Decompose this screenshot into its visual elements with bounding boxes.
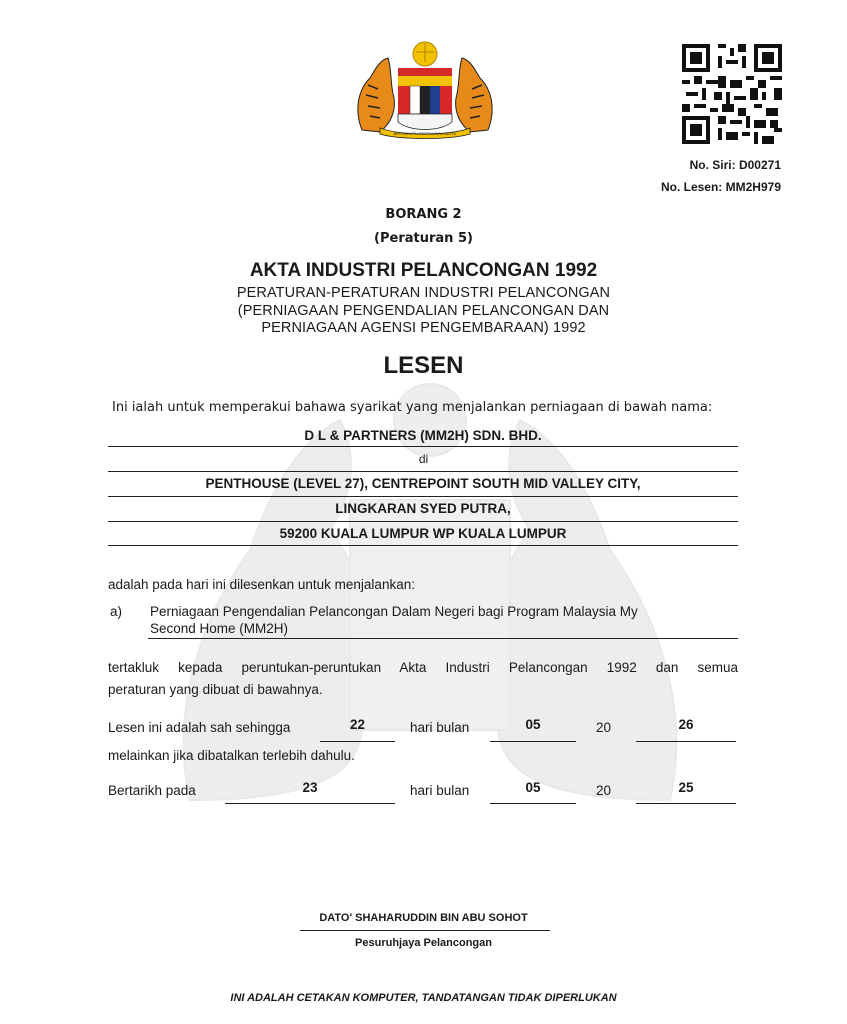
- divider: [108, 446, 738, 447]
- crest-motto: BERSEKUTU BERTAMBAH MUTU: [393, 131, 457, 136]
- day-month-label: hari bulan: [410, 720, 470, 735]
- malaysia-coat-of-arms-icon: [350, 40, 500, 140]
- year-prefix: 20: [596, 720, 612, 735]
- divider: [490, 803, 576, 804]
- computer-generated-note: INI ADALAH CETAKAN KOMPUTER, TANDATANGAN TIDAK DIPERLUKAN: [230, 992, 617, 1004]
- dated-label: Bertarikh pada: [108, 783, 196, 798]
- valid-month: 05: [525, 717, 541, 732]
- day-month-label: hari bulan: [410, 783, 470, 798]
- certification-intro: Ini ialah untuk memperakui bahawa syarikat yang menjalankan perniagaan di bawah nama:: [112, 400, 713, 415]
- address-line3: 59200 KUALA LUMPUR WP KUALA LUMPUR: [279, 526, 567, 541]
- licensed-activity-line2: Second Home (MM2H): [150, 621, 289, 636]
- at-label: di: [418, 452, 429, 466]
- valid-until-label: Lesen ini adalah sah sehingga: [108, 720, 291, 735]
- divider: [108, 521, 738, 522]
- valid-year: 26: [678, 717, 694, 732]
- signatory-title: Pesuruhjaya Pelancongan: [355, 937, 492, 949]
- regulation-title-line3: PERNIAGAAN AGENSI PENGEMBARAAN) 1992: [261, 320, 586, 336]
- address-line2: LINGKARAN SYED PUTRA,: [335, 501, 511, 516]
- subject-clause-line2: peraturan yang dibuat di bawahnya.: [108, 682, 323, 697]
- unless-cancelled-text: melainkan jika dibatalkan terlebih dahulu.: [108, 748, 355, 763]
- signatory-name: DATO' SHAHARUDDIN BIN ABU SOHOT: [319, 912, 528, 924]
- dated-month: 05: [525, 780, 541, 795]
- divider: [108, 545, 738, 546]
- address-line1: PENTHOUSE (LEVEL 27), CENTREPOINT SOUTH MID VALLEY CITY,: [205, 476, 641, 491]
- valid-day: 22: [349, 717, 366, 732]
- license-number-value: MM2H979: [725, 180, 781, 194]
- dated-year: 25: [678, 780, 694, 795]
- licensed-activity-line1: Perniagaan Pengendalian Pelancongan Dalam Negeri bagi Program Malaysia My: [150, 604, 638, 619]
- document-title: LESEN: [383, 352, 464, 379]
- item-marker: a): [110, 604, 123, 619]
- dated-day: 23: [302, 780, 318, 795]
- subject-clause-line1: tertakluk kepada peruntukan-peruntukan Akta Industri Pelancongan 1992 dan semua: [108, 660, 738, 675]
- divider: [636, 803, 736, 804]
- divider: [636, 741, 736, 742]
- regulation-title-line2: (PERNIAGAAN PENGENDALIAN PELANCONGAN DAN: [237, 303, 610, 319]
- regulation-reference: (Peraturan 5): [374, 231, 473, 246]
- year-prefix: 20: [596, 783, 612, 798]
- serial-number-value: D00271: [738, 158, 781, 172]
- serial-number-label: No. Siri:: [689, 158, 736, 172]
- form-number: BORANG 2: [385, 207, 462, 222]
- divider: [225, 803, 395, 804]
- license-number: [661, 180, 781, 194]
- divider: [108, 496, 738, 497]
- licensed-for-text: adalah pada hari ini dilesenkan untuk menjalankan:: [108, 577, 415, 592]
- divider: [148, 638, 738, 639]
- serial-number: [690, 158, 781, 172]
- divider: [108, 471, 738, 472]
- divider: [490, 741, 576, 742]
- act-title: AKTA INDUSTRI PELANCONGAN 1992: [249, 260, 598, 281]
- license-number-label: No. Lesen:: [660, 180, 723, 194]
- regulation-title-line1: PERATURAN-PERATURAN INDUSTRI PELANCONGAN: [236, 285, 611, 301]
- signature-line: [300, 930, 550, 931]
- divider: [320, 741, 395, 742]
- company-name: D L & PARTNERS (MM2H) SDN. BHD.: [304, 428, 542, 443]
- qr-code-icon: [682, 44, 782, 144]
